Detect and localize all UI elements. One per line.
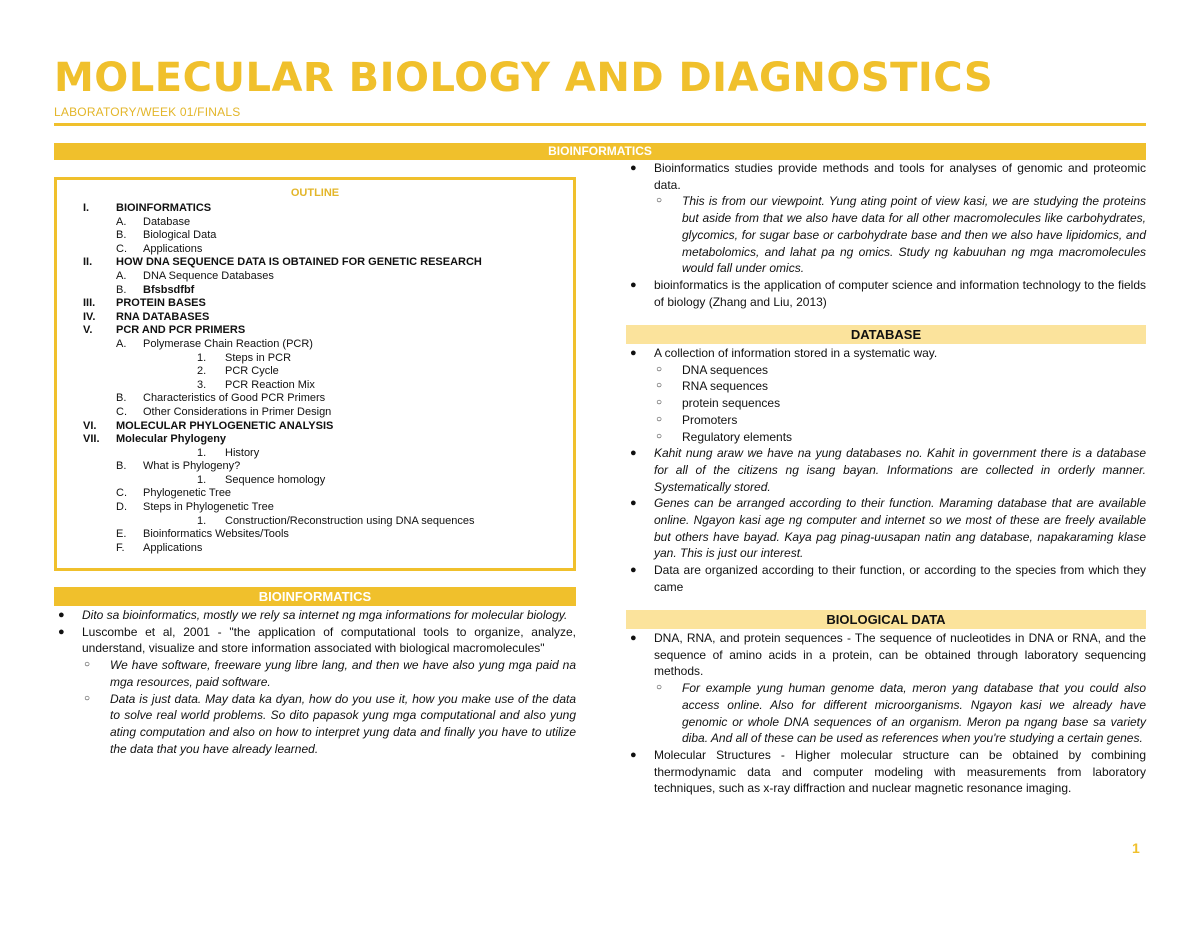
outline-number: I. bbox=[83, 202, 90, 214]
bullet-dot-icon: ● bbox=[630, 162, 637, 174]
outline-text: Steps in Phylogenetic Tree bbox=[143, 501, 274, 514]
sub-bullet-item bbox=[626, 378, 1146, 395]
bullet-dot-icon: ● bbox=[630, 632, 637, 644]
outline-text: Phylogenetic Tree bbox=[143, 487, 232, 500]
outline-number: III. bbox=[83, 297, 96, 310]
section-heading-bioinformatics: BIOINFORMATICS bbox=[54, 587, 576, 606]
outline-row bbox=[57, 447, 573, 461]
outline-number: II. bbox=[83, 256, 93, 269]
outline-row bbox=[57, 474, 573, 488]
outline-text: Steps in PCR bbox=[225, 351, 292, 364]
bullet-text: Data is just data. May data ka dyan, how do you use it, how you make use of the data to solve real world problems. So dito papasok yung mga computational and also yung ating computation and also on how to interpret yung data and finally you have to utilize the data that you have already learned. bbox=[110, 691, 576, 756]
outline-number: A. bbox=[116, 215, 127, 228]
topic-banner: BIOINFORMATICS bbox=[54, 143, 1146, 160]
bullet-text: Promoters bbox=[682, 412, 738, 427]
bullet-text: We have software, freeware yung libre lang, and then we have also yung mga paid na mga resources, paid software. bbox=[110, 658, 576, 689]
circle-bullet-icon: ○ bbox=[656, 682, 663, 694]
circle-bullet-icon: ○ bbox=[656, 380, 663, 392]
bullet-text: Data are organized according to their function, or according to the species from which they came bbox=[654, 563, 1146, 594]
outline-text: Applications bbox=[143, 242, 203, 255]
outline-row bbox=[57, 352, 573, 366]
outline-text: Bfsbsdfbf bbox=[143, 283, 195, 296]
outline-number: B. bbox=[116, 283, 127, 296]
outline-row bbox=[57, 379, 573, 393]
outline-number: C. bbox=[116, 405, 127, 418]
outline-row bbox=[57, 297, 573, 311]
bullet-item bbox=[626, 747, 1146, 797]
sub-bullet-item bbox=[54, 691, 576, 758]
outline-text: PROTEIN BASES bbox=[116, 297, 206, 310]
bullet-dot-icon: ● bbox=[630, 564, 637, 577]
bullet-item bbox=[54, 607, 576, 624]
circle-bullet-icon: ○ bbox=[84, 659, 91, 671]
outline-number: C. bbox=[116, 242, 127, 255]
outline-text: Biological Data bbox=[143, 229, 217, 242]
outline-text: Construction/Reconstruction using DNA sequences bbox=[225, 514, 475, 527]
bullet-text: protein sequences bbox=[682, 396, 781, 411]
bullet-text: A collection of information stored in a systematic way. bbox=[654, 346, 938, 360]
outline-number: A. bbox=[116, 269, 127, 282]
intro-notes bbox=[626, 160, 1146, 310]
outline-number: B. bbox=[116, 460, 127, 473]
section-heading-database: DATABASE bbox=[626, 325, 1146, 344]
sub-bullet-item bbox=[626, 429, 1146, 446]
bullet-text: DNA, RNA, and protein sequences - The sequence of nucleotides in DNA or RNA, and the sequence of amino acids in a protein, can be obtained through laboratory sequencing methods. bbox=[654, 631, 1146, 679]
bullet-dot-icon: ● bbox=[58, 625, 65, 638]
bullet-text: Luscombe et al, 2001 - "the application of computational tools to organize, analyze, understand, visualize and store information associated with biological macromolecules" bbox=[82, 624, 576, 656]
sub-bullet-item bbox=[54, 657, 576, 690]
bullet-text: Molecular Structures - Higher molecular structure can be obtained by combining thermodynamic data and computer modeling with measurements from laboratory techniques, such as x-ray diffraction and nuclear magnetic resonance imaging. bbox=[654, 747, 1146, 796]
bullet-dot-icon: ● bbox=[630, 347, 637, 359]
bullet-dot-icon: ● bbox=[58, 609, 65, 621]
outline-row bbox=[57, 528, 573, 542]
sub-bullet-item bbox=[626, 362, 1146, 379]
outline-row bbox=[57, 501, 573, 515]
outline-number: 1. bbox=[197, 514, 207, 527]
sub-bullet-item bbox=[626, 412, 1146, 429]
bullet-dot-icon: ● bbox=[630, 497, 637, 510]
bioinformatics-notes bbox=[54, 607, 576, 757]
outline-text: Applications bbox=[143, 541, 203, 554]
outline-row bbox=[57, 324, 573, 338]
outline-row bbox=[57, 338, 573, 352]
bullet-item bbox=[626, 277, 1146, 310]
outline-text: Polymerase Chain Reaction (PCR) bbox=[143, 337, 313, 350]
circle-bullet-icon: ○ bbox=[656, 413, 663, 425]
database-notes bbox=[626, 345, 1146, 596]
outline-text: Sequence homology bbox=[225, 473, 326, 486]
outline-text: PCR Reaction Mix bbox=[225, 378, 315, 391]
outline-row bbox=[57, 406, 573, 420]
bullet-text: bioinformatics is the application of computer science and information technology to the fields of biology (Zhang and Liu, 2013) bbox=[654, 277, 1146, 309]
outline-heading: OUTLINE bbox=[290, 187, 340, 199]
outline-number: 1. bbox=[197, 351, 207, 364]
outline-number: 3. bbox=[197, 378, 207, 391]
outline-text: PCR Cycle bbox=[225, 365, 279, 378]
outline-row bbox=[57, 311, 573, 325]
outline-text: Other Considerations in Primer Design bbox=[143, 405, 332, 418]
outline-text: Bioinformatics Websites/Tools bbox=[143, 528, 289, 541]
outline-text: DNA Sequence Databases bbox=[143, 269, 274, 282]
outline-number: VII. bbox=[83, 433, 100, 446]
sub-bullet-item bbox=[626, 395, 1146, 412]
bullet-text: Dito sa bioinformatics, mostly we rely sa internet ng mga informations for molecular biology. bbox=[82, 608, 568, 622]
bullet-text: This is from our viewpoint. Yung ating point of view kasi, we are studying the proteins but aside from that we also have data for all other macromolecules like carbohydrates, glycomics, for sugar base or carbohydrate base and then we also have lipidomics, and metabolomics, and lahat pa ng omics. Study ng kabuuhan ng mga macromolecules would fall under omics. bbox=[682, 194, 1146, 276]
outline-number: 2. bbox=[197, 365, 207, 378]
outline-number: E. bbox=[116, 528, 127, 541]
outline-box bbox=[54, 177, 576, 571]
outline-number: D. bbox=[116, 501, 127, 514]
outline-number: 1. bbox=[197, 446, 207, 459]
bullet-item bbox=[626, 345, 1146, 362]
outline-text: Characteristics of Good PCR Primers bbox=[143, 392, 326, 405]
outline-row bbox=[57, 284, 573, 298]
bullet-item bbox=[626, 630, 1146, 680]
circle-bullet-icon: ○ bbox=[84, 692, 91, 704]
outline-row bbox=[57, 243, 573, 257]
outline-text: BIOINFORMATICS bbox=[116, 202, 212, 214]
outline-text: RNA DATABASES bbox=[116, 310, 210, 323]
outline-text: What is Phylogeny? bbox=[143, 460, 241, 473]
outline-row bbox=[57, 515, 573, 529]
outline-number: B. bbox=[116, 229, 127, 242]
outline-number: F. bbox=[116, 541, 125, 554]
outline-row bbox=[57, 433, 573, 447]
outline-number: IV. bbox=[83, 310, 96, 323]
circle-bullet-icon: ○ bbox=[656, 397, 663, 409]
section-heading-biological-data: BIOLOGICAL DATA bbox=[626, 610, 1146, 629]
sub-bullet-item bbox=[626, 193, 1146, 277]
outline-number: V. bbox=[83, 324, 93, 337]
outline-row bbox=[57, 229, 573, 243]
page-number: 1 bbox=[1132, 840, 1140, 856]
bullet-text: Kahit nung araw we have na yung databases no. Kahit in government there is a database for all of the citizens ng isang bayan. Informations are collected in orderly manner. Systematically stored. bbox=[654, 446, 1146, 494]
bullet-item bbox=[626, 562, 1146, 595]
outline-text: MOLECULAR PHYLOGENETIC ANALYSIS bbox=[116, 419, 334, 432]
bullet-dot-icon: ● bbox=[630, 278, 637, 291]
bullet-text: Regulatory elements bbox=[682, 429, 793, 444]
outline-row bbox=[57, 270, 573, 284]
bullet-item bbox=[626, 160, 1146, 193]
circle-bullet-icon: ○ bbox=[656, 195, 663, 207]
bullet-text: Bioinformatics studies provide methods and tools for analyses of genomic and proteomic data. bbox=[654, 161, 1146, 192]
outline-number: A. bbox=[116, 337, 127, 350]
outline-text: History bbox=[225, 446, 260, 459]
bullet-item bbox=[54, 624, 576, 657]
outline-row bbox=[57, 365, 573, 379]
outline-number: 1. bbox=[197, 473, 207, 486]
outline-text: HOW DNA SEQUENCE DATA IS OBTAINED FOR GENETIC RESEARCH bbox=[116, 256, 482, 269]
outline-row bbox=[57, 392, 573, 406]
bullet-text: For example yung human genome data, meron yang database that you could also access online. Also for different microorganisms. Ngayon kasi we already have genomic or whole DNA sequences of an organism. Meron pa ngang base sa variety diba. And all of these can be used as references when you're studying a certain genes. bbox=[682, 681, 1146, 746]
bullet-item bbox=[626, 445, 1146, 495]
circle-bullet-icon: ○ bbox=[656, 430, 663, 442]
outline-row bbox=[57, 420, 573, 434]
outline-number: VI. bbox=[83, 419, 97, 432]
outline-text: Database bbox=[143, 215, 191, 228]
bullet-dot-icon: ● bbox=[630, 748, 637, 761]
outline-number: B. bbox=[116, 392, 127, 405]
bullet-dot-icon: ● bbox=[630, 447, 637, 460]
sub-bullet-item bbox=[626, 680, 1146, 747]
outline-row bbox=[57, 216, 573, 230]
document-subtitle: LABORATORY/WEEK 01/FINALS bbox=[54, 105, 241, 119]
header-rule bbox=[54, 123, 1146, 126]
outline-text: Molecular Phylogeny bbox=[116, 433, 227, 446]
outline-row bbox=[57, 542, 573, 556]
outline-row bbox=[57, 487, 573, 501]
biological-data-notes bbox=[626, 630, 1146, 797]
outline-text: PCR AND PCR PRIMERS bbox=[116, 324, 246, 337]
bullet-text: RNA sequences bbox=[682, 379, 769, 394]
bullet-text: Genes can be arranged according to their function. Maraming database that are available online. Ngayon kasi age ng computer and internet so we most of these are freely available but others have bayad. Kaya pag pinag-uusapan natin ang database, napakaraming klase yan. This is just our interest. bbox=[654, 496, 1146, 561]
bullet-item bbox=[626, 495, 1146, 562]
outline-row bbox=[57, 202, 573, 216]
outline-number: C. bbox=[116, 487, 127, 500]
document-title: MOLECULAR BIOLOGY AND DIAGNOSTICS bbox=[54, 55, 994, 101]
outline-row bbox=[57, 256, 573, 270]
bullet-text: DNA sequences bbox=[682, 362, 769, 377]
circle-bullet-icon: ○ bbox=[656, 363, 663, 375]
outline-row bbox=[57, 460, 573, 474]
